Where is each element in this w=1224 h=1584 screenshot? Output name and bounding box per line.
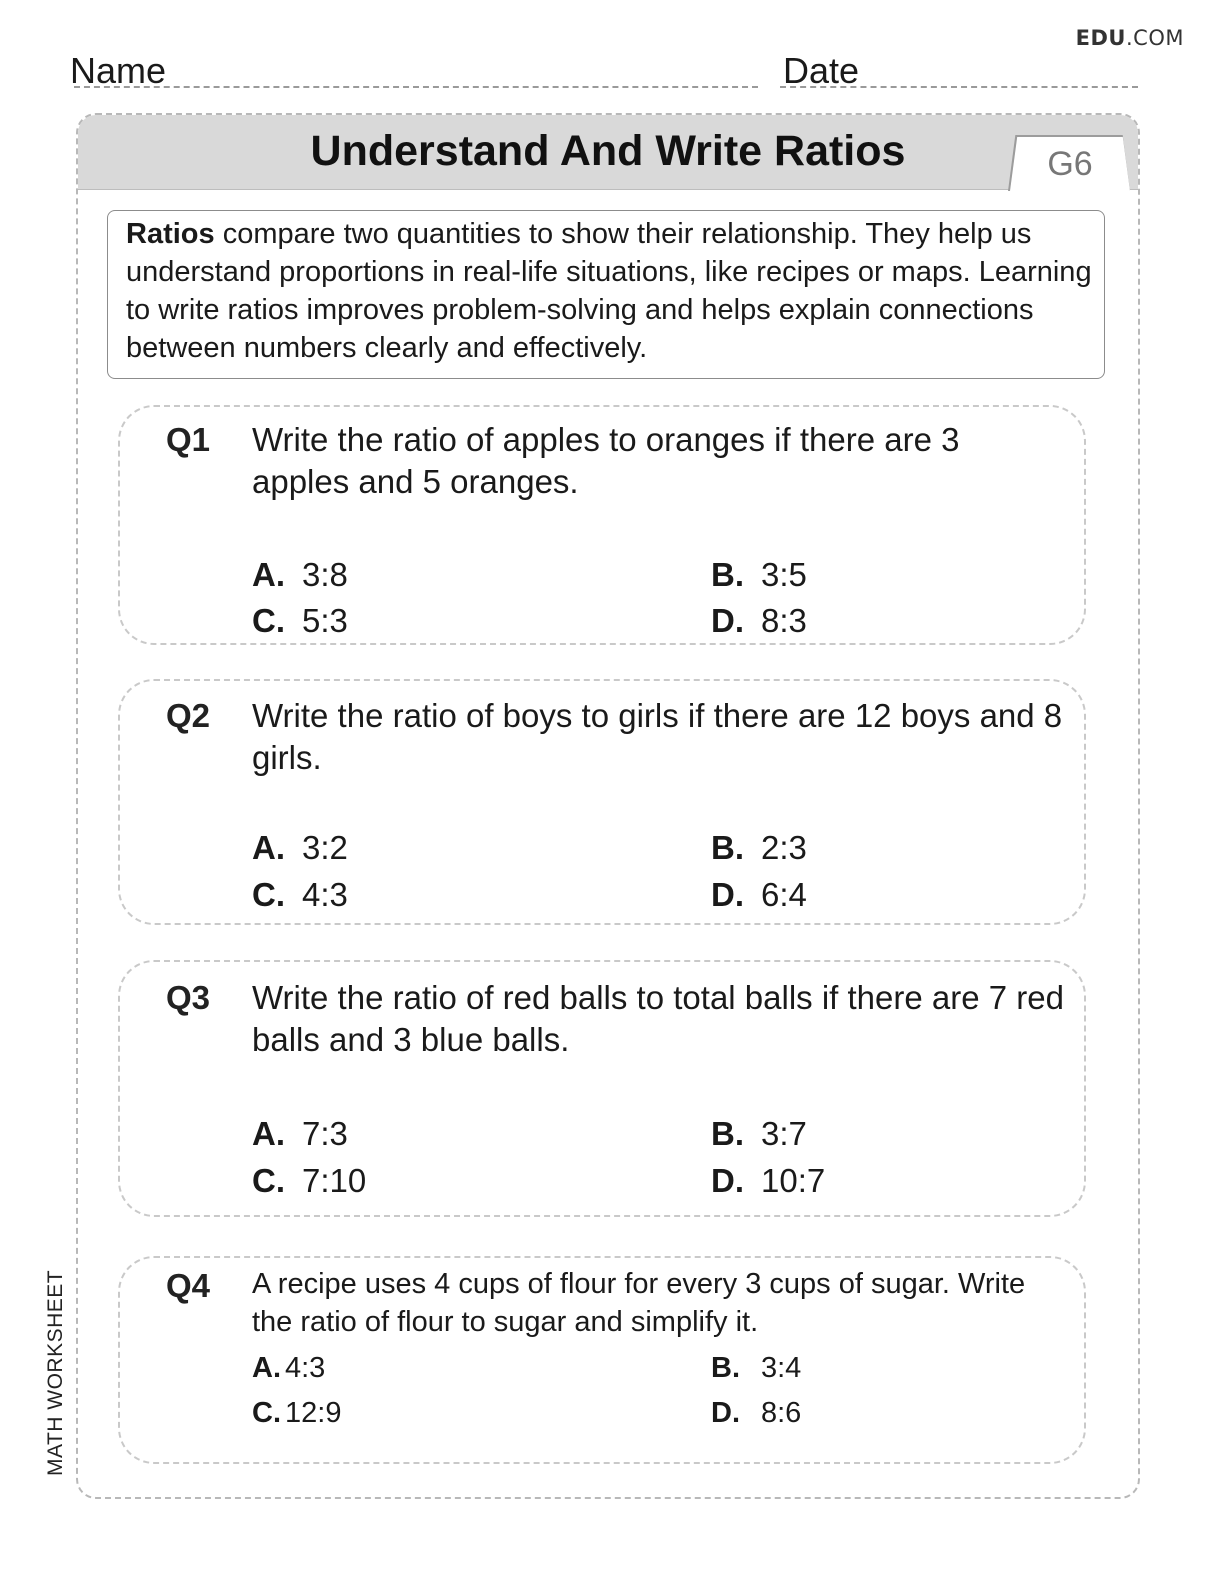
option-value: 8:3 <box>761 602 807 639</box>
intro-bold-word: Ratios <box>126 218 215 250</box>
brand-logo-light: .COM <box>1126 26 1184 50</box>
option-value: 4:3 <box>285 1352 326 1384</box>
question-text-1: Write the ratio of apples to oranges if there are 3 apples and 5 oranges. <box>252 421 960 500</box>
option-4d[interactable] <box>711 1397 801 1430</box>
date-label: Date <box>783 50 860 91</box>
option-4b[interactable] <box>711 1352 801 1385</box>
option-letter: C. <box>252 602 285 639</box>
option-letter: D. <box>711 1397 740 1429</box>
option-value: 2:3 <box>761 829 807 866</box>
option-letter: B. <box>711 1352 740 1384</box>
option-value: 3:2 <box>302 829 348 866</box>
option-2a[interactable] <box>252 829 348 867</box>
question-number-2: Q2 <box>166 697 211 734</box>
option-letter: C. <box>252 1397 281 1429</box>
option-2d[interactable] <box>711 876 807 914</box>
option-letter: B. <box>711 556 744 593</box>
option-letter: A. <box>252 1352 281 1384</box>
option-3d[interactable] <box>711 1162 825 1200</box>
question-text-2: Write the ratio of boys to girls if there are 12 boys and 8 girls. <box>252 697 1063 776</box>
option-value: 10:7 <box>761 1162 826 1199</box>
question-text-4: A recipe uses 4 cups of flour for every 3 cups of sugar. Write the ratio of flour to sugar and simplify it. <box>252 1268 1026 1338</box>
option-letter: C. <box>252 1162 285 1199</box>
option-3b[interactable] <box>711 1115 807 1153</box>
option-letter: D. <box>711 876 744 913</box>
option-value: 3:4 <box>761 1352 802 1384</box>
option-1a[interactable] <box>252 556 348 594</box>
option-value: 12:9 <box>285 1397 342 1429</box>
option-letter: A. <box>252 829 285 866</box>
option-letter: D. <box>711 602 744 639</box>
option-value: 3:8 <box>302 556 348 593</box>
option-letter: C. <box>252 876 285 913</box>
question-text-3: Write the ratio of red balls to total balls if there are 7 red balls and 3 blue balls. <box>252 979 1064 1058</box>
name-line[interactable] <box>74 86 758 88</box>
name-label: Name <box>70 50 167 91</box>
option-2c[interactable] <box>252 876 348 914</box>
option-letter: B. <box>711 1115 744 1152</box>
side-label: MATH WORKSHEET <box>44 1269 67 1476</box>
question-number-3: Q3 <box>166 979 211 1016</box>
option-1d[interactable] <box>711 602 807 640</box>
worksheet-title: Understand And Write Ratios <box>310 127 906 175</box>
option-value: 3:5 <box>761 556 807 593</box>
option-3a[interactable] <box>252 1115 348 1153</box>
option-value: 3:7 <box>761 1115 807 1152</box>
question-number-1: Q1 <box>166 421 211 458</box>
brand-logo <box>1076 26 1184 50</box>
option-4c[interactable] <box>252 1397 341 1430</box>
title-bar <box>78 115 1138 190</box>
option-value: 4:3 <box>302 876 348 913</box>
option-4a[interactable] <box>252 1352 325 1385</box>
option-value: 7:3 <box>302 1115 348 1152</box>
option-1c[interactable] <box>252 602 348 640</box>
option-letter: D. <box>711 1162 744 1199</box>
option-letter: B. <box>711 829 744 866</box>
option-letter: A. <box>252 1115 285 1152</box>
option-value: 7:10 <box>302 1162 367 1199</box>
date-line[interactable] <box>780 86 1138 88</box>
grade-label: G6 <box>1047 145 1093 183</box>
option-1b[interactable] <box>711 556 807 594</box>
option-letter: A. <box>252 556 285 593</box>
question-number-4: Q4 <box>166 1267 211 1304</box>
option-2b[interactable] <box>711 829 807 867</box>
option-3c[interactable] <box>252 1162 366 1200</box>
option-value: 5:3 <box>302 602 348 639</box>
option-value: 8:6 <box>761 1397 802 1429</box>
intro-box <box>107 210 1105 379</box>
brand-logo-bold: EDU <box>1075 26 1126 50</box>
option-value: 6:4 <box>761 876 807 913</box>
intro-text: compare two quantities to show their relationship. They help us understand proportions in real-life situations, like recipes or maps. Learning to write ratios improves problem-solving and helps explain connections between numbers clearly and effectively. <box>126 218 1092 364</box>
